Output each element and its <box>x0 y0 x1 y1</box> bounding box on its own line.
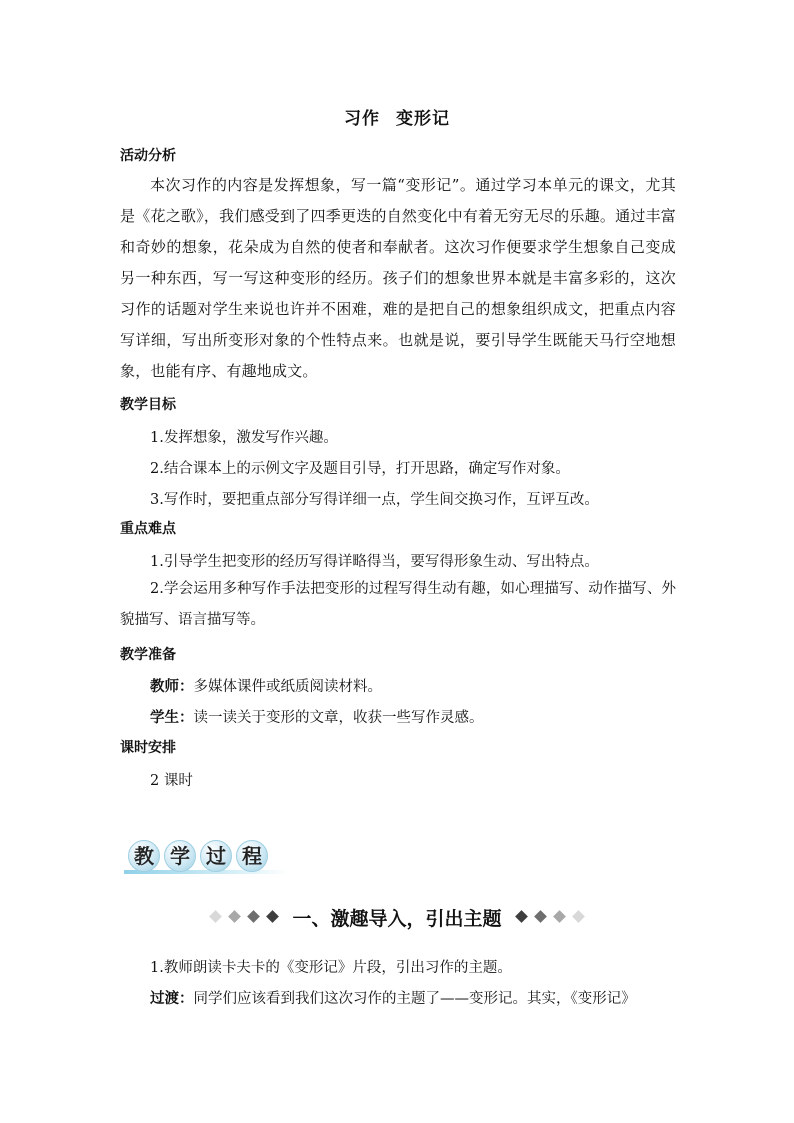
schedule-text: 2 课时 <box>150 773 193 789</box>
goal-item-1: 1.发挥想象，激发写作兴趣。 <box>150 430 338 446</box>
key-point-2: 2.学会运用多种写作手法把变形的过程写得生动有趣，如心理描写、动作描写、外貌描写、语言描写等。 <box>120 581 676 628</box>
title-part2: 变形记 <box>396 109 450 129</box>
goal-item-2: 2.结合课本上的示例文字及题目引导，打开思路，确定写作对象。 <box>150 461 570 477</box>
diamond-icon <box>267 910 280 923</box>
prep-teacher <box>150 675 382 696</box>
title-part1: 习作 <box>344 109 380 129</box>
heading-activity-analysis: 活动分析 <box>120 148 176 164</box>
diamond-icon <box>572 910 585 923</box>
diamond-icon <box>534 910 547 923</box>
diamond-icon <box>553 910 566 923</box>
transition-label: 过渡： <box>150 991 194 1007</box>
banner-char-2: 学 <box>164 840 196 872</box>
banner-char-3: 过 <box>200 840 232 872</box>
prep-student <box>150 706 484 727</box>
process-banner <box>120 836 295 880</box>
activity-analysis-body: 本次习作的内容是发挥想象，写一篇“变形记”。通过学习本单元的课文，尤其是《花之歌》，我们感受到了四季更迭的自然变化中有着无穷无尽的乐趣。通过丰富和奇妙的想象，花朵成为自然的使者和奉献者。这次习作便要求学生想象自己变成另一种东西，写一写这种变形的经历。孩子们的想象世界本就是丰富多彩的，这次习作的话题对学生来说也许并不困难，难的是把自己的想象组织成文，把重点内容写详细，写出所变形对象的个性特点来。也就是说，要引导学生既能天马行空地想象，也能有序、有趣地成文。 <box>120 176 676 380</box>
diamond-icon <box>229 910 242 923</box>
diamond-icon <box>210 910 223 923</box>
part1-transition <box>150 987 636 1008</box>
goal-item-3: 3.写作时，要把重点部分写得详细一点，学生间交换习作，互评互改。 <box>150 492 599 508</box>
banner-char-4: 程 <box>236 840 268 872</box>
prep-student-label: 学生： <box>150 710 194 726</box>
banner-char-1: 教 <box>128 840 160 872</box>
heading-goals: 教学目标 <box>120 397 176 413</box>
document-title <box>0 104 794 129</box>
prep-teacher-label: 教师： <box>150 679 194 695</box>
part1-heading-text: 一、激趣导入，引出主题 <box>292 908 502 930</box>
heading-key-points: 重点难点 <box>120 521 176 537</box>
part1-item-1: 1.教师朗读卡夫卡的《变形记》片段，引出习作的主题。 <box>150 960 512 976</box>
prep-student-text: 读一读关于变形的文章，收获一些写作灵感。 <box>193 710 484 726</box>
key-point-1: 1.引导学生把变形的经历写得详略得当，要写得形象生动、写出特点。 <box>150 554 599 570</box>
heading-schedule: 课时安排 <box>120 740 176 756</box>
heading-preparation: 教学准备 <box>120 647 176 663</box>
part1-heading <box>0 904 794 931</box>
diamond-icon <box>248 910 261 923</box>
diamond-icon <box>515 910 528 923</box>
prep-teacher-text: 多媒体课件或纸质阅读材料。 <box>193 679 382 695</box>
transition-text: 同学们应该看到我们这次习作的主题了——变形记。其实，《变形记》 <box>193 991 636 1007</box>
